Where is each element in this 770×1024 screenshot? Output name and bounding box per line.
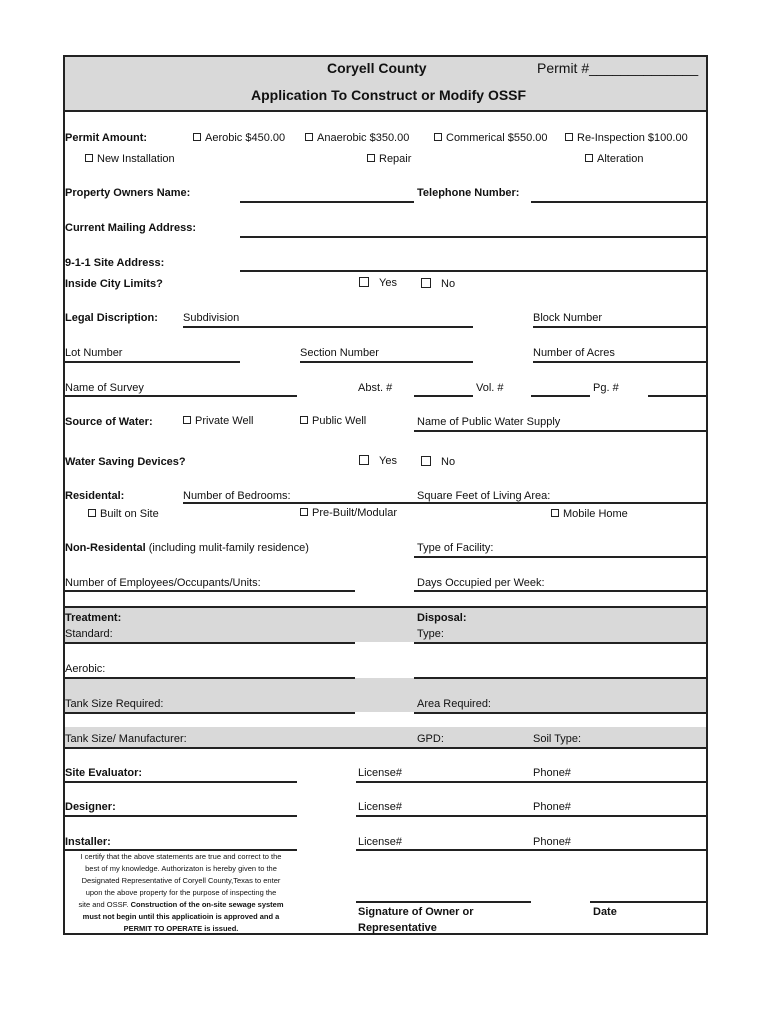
public-water-supply-field[interactable] bbox=[414, 430, 706, 432]
date-field[interactable] bbox=[590, 901, 706, 903]
checkbox-icon bbox=[193, 133, 201, 141]
pg-label: Pg. # bbox=[593, 382, 619, 394]
block-number-label: Block Number bbox=[533, 312, 603, 324]
disposal-label: Disposal: bbox=[417, 612, 467, 624]
tank-manufacturer-label: Tank Size/ Manufacturer: bbox=[65, 733, 187, 745]
yes-label: Yes bbox=[379, 277, 397, 289]
certification-line: I certify that the above statements are true and correct to the bbox=[80, 852, 282, 861]
page-title: Application To Construct or Modify OSSF bbox=[251, 87, 527, 103]
subdivision-label: Subdivision bbox=[183, 312, 240, 324]
commercial-fee-label: Commerical $550.00 bbox=[446, 132, 548, 144]
section-divider bbox=[65, 747, 706, 749]
vol-label: Vol. # bbox=[476, 382, 504, 394]
water-saving-yes-checkbox[interactable] bbox=[359, 455, 397, 468]
site-address-field[interactable] bbox=[240, 270, 706, 272]
checkbox-icon bbox=[565, 133, 573, 141]
prebuilt-label: Pre-Built/Modular bbox=[312, 507, 397, 519]
mobile-home-checkbox[interactable] bbox=[551, 508, 628, 521]
repair-label: Repair bbox=[379, 153, 412, 165]
installer-phone-field[interactable] bbox=[531, 849, 706, 851]
no-label: No bbox=[441, 278, 456, 290]
permit-number-field[interactable]: Permit #______________ bbox=[537, 60, 699, 76]
installer-label: Installer: bbox=[65, 836, 111, 848]
water-saving-label: Water Saving Devices? bbox=[65, 456, 186, 468]
designer-phone-field[interactable] bbox=[531, 815, 706, 817]
signature-field[interactable] bbox=[356, 901, 531, 903]
acres-label: Number of Acres bbox=[533, 347, 615, 359]
prebuilt-checkbox[interactable] bbox=[300, 507, 397, 520]
anaerobic-fee-label: Anaerobic $350.00 bbox=[317, 132, 410, 144]
disposal-type-field[interactable] bbox=[414, 642, 706, 644]
lot-number-label: Lot Number bbox=[65, 347, 123, 359]
public-well-label: Public Well bbox=[312, 415, 367, 427]
days-occupied-label: Days Occupied per Week: bbox=[417, 577, 545, 589]
checkbox-icon bbox=[551, 509, 559, 517]
owner-name-label: Property Owners Name: bbox=[65, 187, 191, 199]
area-required-field[interactable] bbox=[414, 712, 706, 714]
facility-type-label: Type of Facility: bbox=[417, 542, 494, 554]
installer-phone-label: Phone# bbox=[533, 836, 571, 848]
evaluator-license-field[interactable] bbox=[356, 781, 531, 783]
water-saving-no-checkbox[interactable] bbox=[421, 456, 455, 469]
checkbox-icon bbox=[367, 154, 375, 162]
gpd-label: GPD: bbox=[417, 733, 444, 745]
evaluator-license-label: License# bbox=[358, 767, 403, 779]
private-well-label: Private Well bbox=[195, 415, 254, 427]
sqft-label: Square Feet of Living Area: bbox=[417, 490, 551, 502]
anaerobic-fee-checkbox[interactable] bbox=[305, 132, 409, 145]
treatment-label: Treatment: bbox=[65, 612, 122, 624]
standard-label: Standard: bbox=[65, 628, 113, 640]
aerobic-fee-label: Aerobic $450.00 bbox=[205, 132, 286, 144]
bedrooms-label: Number of Bedrooms: bbox=[183, 490, 291, 502]
telephone-label: Telephone Number: bbox=[417, 187, 520, 199]
new-installation-checkbox[interactable] bbox=[85, 153, 175, 166]
checkbox-icon bbox=[183, 416, 191, 424]
designer-phone-label: Phone# bbox=[533, 801, 571, 813]
no-label: No bbox=[441, 456, 456, 468]
designer-license-field[interactable] bbox=[356, 815, 531, 817]
tank-required-label: Tank Size Required: bbox=[65, 698, 164, 710]
city-limits-no-checkbox[interactable] bbox=[421, 278, 455, 291]
built-on-site-label: Built on Site bbox=[100, 508, 159, 520]
signature-label: Signature of Owner or bbox=[358, 906, 474, 918]
site-evaluator-field[interactable] bbox=[65, 781, 297, 783]
certification-statement bbox=[65, 851, 297, 935]
alteration-checkbox[interactable] bbox=[585, 153, 643, 166]
checkbox-icon bbox=[300, 416, 308, 424]
mailing-address-label: Current Mailing Address: bbox=[65, 222, 196, 234]
permit-amount-label: Permit Amount: bbox=[65, 132, 148, 144]
certification-line: upon the above property for the purpose of inspecting the bbox=[85, 888, 277, 897]
reinspection-fee-checkbox[interactable] bbox=[565, 132, 688, 145]
installer-license-label: License# bbox=[358, 836, 403, 848]
area-required-label: Area Required: bbox=[417, 698, 491, 710]
public-well-checkbox[interactable] bbox=[300, 415, 366, 428]
pg-field[interactable] bbox=[648, 395, 706, 397]
certification-line: best of my knowledge. Authorizaton is hereby given to the bbox=[85, 864, 277, 873]
reinspection-fee-label: Re-Inspection $100.00 bbox=[577, 132, 688, 144]
site-evaluator-label: Site Evaluator: bbox=[65, 767, 143, 779]
checkbox-icon bbox=[88, 509, 96, 517]
aerobic-label: Aerobic: bbox=[65, 663, 106, 675]
evaluator-phone-label: Phone# bbox=[533, 767, 571, 779]
lot-number-field[interactable] bbox=[65, 361, 240, 363]
section-number-label: Section Number bbox=[300, 347, 379, 359]
employees-label: Number of Employees/Occupants/Units: bbox=[65, 577, 261, 589]
certification-warning: Construction of the on-site sewage system bbox=[130, 900, 284, 909]
checkbox-icon bbox=[305, 133, 313, 141]
certification-text: site and OSSF. bbox=[78, 900, 129, 909]
checkbox-icon bbox=[85, 154, 93, 162]
telephone-field[interactable] bbox=[531, 201, 706, 203]
checkbox-icon bbox=[434, 133, 442, 141]
installer-license-field[interactable] bbox=[356, 849, 531, 851]
employees-field[interactable] bbox=[65, 590, 355, 592]
designer-license-label: License# bbox=[358, 801, 403, 813]
checkbox-icon bbox=[300, 508, 308, 516]
county-title: Coryell County bbox=[327, 60, 427, 76]
mailing-address-field[interactable] bbox=[240, 236, 706, 238]
designer-label: Designer: bbox=[65, 801, 116, 813]
treatment-shade bbox=[65, 608, 706, 642]
survey-name-field[interactable] bbox=[65, 395, 297, 397]
checkbox-icon bbox=[421, 278, 431, 288]
city-limits-yes-checkbox[interactable] bbox=[359, 277, 397, 290]
checkbox-icon bbox=[421, 456, 431, 466]
disposal-type-label: Type: bbox=[417, 628, 444, 640]
checkbox-icon bbox=[359, 455, 369, 465]
private-well-checkbox[interactable] bbox=[183, 415, 253, 428]
aerobic-field[interactable] bbox=[65, 677, 355, 679]
city-limits-label: Inside City Limits? bbox=[65, 278, 163, 290]
built-on-site-checkbox[interactable] bbox=[88, 508, 159, 521]
alteration-label: Alteration bbox=[597, 153, 644, 165]
facility-type-field[interactable] bbox=[414, 556, 706, 558]
repair-checkbox[interactable] bbox=[367, 153, 411, 166]
checkbox-icon bbox=[585, 154, 593, 162]
signature-label-2: Representative bbox=[358, 922, 437, 934]
standard-field[interactable] bbox=[65, 642, 355, 644]
date-label: Date bbox=[593, 906, 617, 918]
checkbox-icon bbox=[359, 277, 369, 287]
designer-field[interactable] bbox=[65, 815, 297, 817]
non-residential-title: Non-Residental bbox=[65, 542, 146, 554]
survey-name-label: Name of Survey bbox=[65, 382, 144, 394]
certification-warning: PERMIT TO OPERATE is issued. bbox=[123, 924, 239, 933]
acres-field[interactable] bbox=[533, 361, 706, 363]
public-water-supply-label: Name of Public Water Supply bbox=[417, 416, 561, 428]
soil-type-label: Soil Type: bbox=[533, 733, 582, 745]
abst-field[interactable] bbox=[414, 395, 473, 397]
vol-field[interactable] bbox=[531, 395, 590, 397]
yes-label: Yes bbox=[379, 455, 397, 467]
legal-description-label: Legal Discription: bbox=[65, 312, 158, 324]
tank-required-field[interactable] bbox=[65, 712, 355, 714]
abst-label: Abst. # bbox=[358, 382, 393, 394]
commercial-fee-checkbox[interactable] bbox=[434, 132, 548, 145]
water-source-label: Source of Water: bbox=[65, 416, 153, 428]
days-occupied-field[interactable] bbox=[414, 590, 706, 592]
disposal-extra-field[interactable] bbox=[414, 677, 706, 679]
non-residential-note: (including mulit-family residence) bbox=[148, 542, 309, 554]
site-address-label: 9-1-1 Site Address: bbox=[65, 257, 165, 269]
section-number-field[interactable] bbox=[300, 361, 473, 363]
owner-name-field[interactable] bbox=[240, 201, 414, 203]
aerobic-fee-checkbox[interactable] bbox=[193, 132, 285, 145]
mobile-home-label: Mobile Home bbox=[563, 508, 628, 520]
certification-line: Designated Representative of Coryell County,Texas to enter bbox=[81, 876, 281, 885]
new-installation-label: New Installation bbox=[97, 153, 175, 165]
certification-warning: must not begin until this applicatioin is approved and a bbox=[82, 912, 280, 921]
subdivision-field[interactable] bbox=[183, 326, 473, 328]
residential-label: Residental: bbox=[65, 490, 125, 502]
block-number-field[interactable] bbox=[533, 326, 706, 328]
non-residential-label bbox=[65, 542, 309, 555]
evaluator-phone-field[interactable] bbox=[531, 781, 706, 783]
certification-line bbox=[65, 899, 297, 911]
